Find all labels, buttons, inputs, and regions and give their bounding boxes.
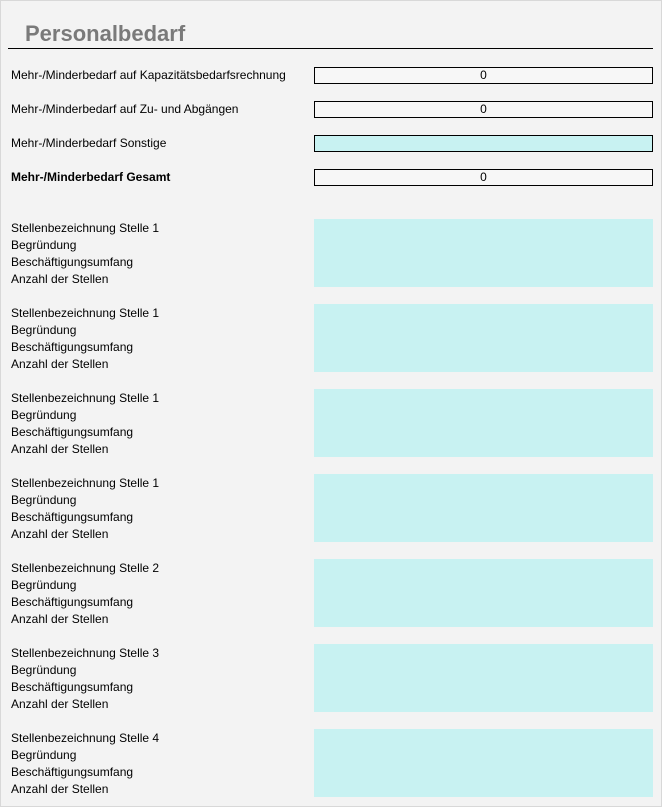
summary-value: 0	[314, 101, 653, 118]
position-count-label: Anzahl der Stellen	[11, 782, 109, 796]
position-scope-label: Beschäftigungsumfang	[11, 595, 134, 609]
summary-input[interactable]	[314, 135, 653, 152]
position-count-label: Anzahl der Stellen	[11, 357, 109, 371]
position-labels	[11, 220, 159, 288]
position-name-label: Stellenbezeichnung Stelle 1	[11, 391, 160, 405]
position-reason-label: Begründung	[11, 323, 77, 337]
position-scope-label: Beschäftigungsumfang	[11, 340, 134, 354]
position-labels	[11, 390, 159, 458]
summary-label: Mehr-/Minderbedarf auf Kapazitätsbedarfsrechnung	[11, 68, 286, 82]
position-labels	[11, 730, 159, 798]
position-scope-label: Beschäftigungsumfang	[11, 680, 134, 694]
position-input-area[interactable]	[314, 219, 653, 287]
position-reason-label: Begründung	[11, 578, 77, 592]
position-labels	[11, 475, 159, 543]
position-input-area[interactable]	[314, 304, 653, 372]
position-reason-label: Begründung	[11, 408, 77, 422]
position-input-area[interactable]	[314, 474, 653, 542]
page-title: Personalbedarf	[25, 21, 186, 46]
position-count-label: Anzahl der Stellen	[11, 612, 109, 626]
position-labels	[11, 305, 159, 373]
summary-label: Mehr-/Minderbedarf Gesamt	[11, 170, 171, 184]
position-name-label: Stellenbezeichnung Stelle 3	[11, 646, 160, 660]
position-scope-label: Beschäftigungsumfang	[11, 425, 134, 439]
position-count-label: Anzahl der Stellen	[11, 272, 109, 286]
position-input-area[interactable]	[314, 644, 653, 712]
summary-value: 0	[314, 169, 653, 186]
position-reason-label: Begründung	[11, 238, 77, 252]
summary-value: 0	[314, 67, 653, 84]
position-input-area[interactable]	[314, 389, 653, 457]
summary-label: Mehr-/Minderbedarf Sonstige	[11, 136, 167, 150]
position-input-area[interactable]	[314, 559, 653, 627]
position-name-label: Stellenbezeichnung Stelle 1	[11, 221, 160, 235]
position-scope-label: Beschäftigungsumfang	[11, 510, 134, 524]
position-name-label: Stellenbezeichnung Stelle 1	[11, 306, 160, 320]
position-reason-label: Begründung	[11, 493, 77, 507]
position-name-label: Stellenbezeichnung Stelle 1	[11, 476, 160, 490]
position-labels	[11, 645, 159, 713]
position-name-label: Stellenbezeichnung Stelle 2	[11, 561, 160, 575]
position-scope-label: Beschäftigungsumfang	[11, 765, 134, 779]
position-scope-label: Beschäftigungsumfang	[11, 255, 134, 269]
position-input-area[interactable]	[314, 729, 653, 797]
position-reason-label: Begründung	[11, 663, 77, 677]
position-reason-label: Begründung	[11, 748, 77, 762]
summary-label: Mehr-/Minderbedarf auf Zu- und Abgängen	[11, 102, 239, 116]
position-count-label: Anzahl der Stellen	[11, 697, 109, 711]
position-labels	[11, 560, 159, 628]
position-count-label: Anzahl der Stellen	[11, 527, 109, 541]
position-name-label: Stellenbezeichnung Stelle 4	[11, 731, 160, 745]
position-count-label: Anzahl der Stellen	[11, 442, 109, 456]
title-divider	[8, 48, 653, 49]
